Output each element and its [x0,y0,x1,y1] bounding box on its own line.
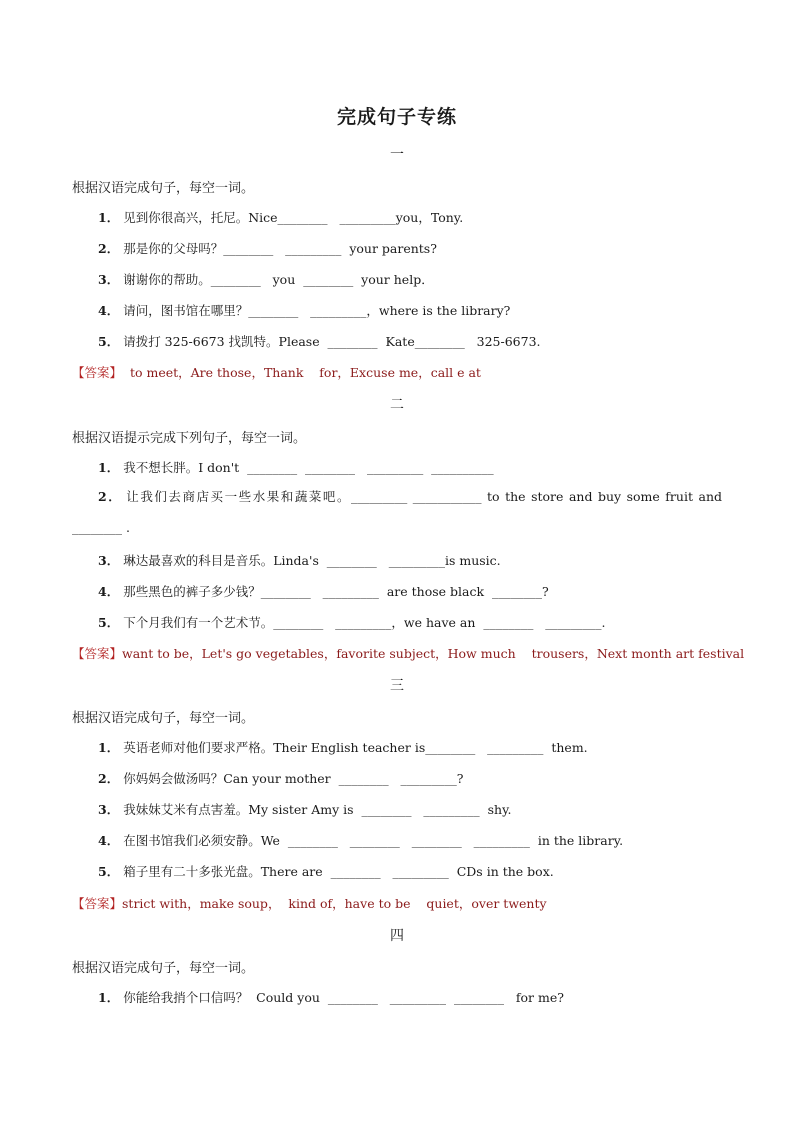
question-text: 请问，图书馆在哪里？________ _________，where is the library? [123,303,511,318]
question-text: 箱子里有二十多张光盘。There are ________ _________ CDs in the box. [123,864,554,879]
question-number: 4． [98,833,120,848]
question-number: 2． [98,489,123,504]
question-2-1 [98,458,494,476]
question-text: 我妹妹艾米有点害羞。My sister Amy is ________ _________ shy. [123,802,512,817]
question-text: 你妈妈会做汤吗？Can your mother ________ _________? [123,771,464,786]
question-number: 1． [98,990,120,1005]
question-3-2 [98,769,463,787]
question-text: 英语老师对他们要求严格。Their English teacher is________ _________ them. [123,740,588,755]
answer-text: strict with，make soup， kind of，have to be quiet，over twenty [122,896,547,911]
section-heading-3: 三 [390,678,404,694]
question-number: 2． [98,771,120,786]
question-text: 琳达最喜欢的科目是音乐。Linda's ________ _________is music. [123,553,501,568]
question-number: 5． [98,334,120,349]
question-number: 3． [98,553,120,568]
page-title: 完成句子专练 [336,106,457,128]
answer-line-1 [72,363,481,381]
question-number: 1． [98,740,120,755]
question-1-5 [98,332,541,350]
answer-tag: 【答案】 [72,365,123,380]
question-2-3 [98,551,501,569]
question-3-4 [98,831,623,849]
section-heading-2: 二 [390,397,404,413]
question-4-1 [98,988,564,1006]
question-3-5 [98,862,554,880]
question-number: 3． [98,272,120,287]
section-instruction-3: 根据汉语完成句子，每空一词。 [72,711,255,726]
section-heading-4: 四 [390,928,404,944]
question-1-1 [98,208,463,226]
answer-text: want to be，Let's go vegetables，favorite subject，How much trousers，Next month art festival [122,646,745,661]
question-number: 3． [98,802,120,817]
question-text: 见到你很高兴，托尼。Nice________ _________you，Tony. [123,210,464,225]
question-3-1 [98,738,588,756]
question-number: 4． [98,584,120,599]
question-text: 那些黑色的裤子多少钱？________ _________ are those black ________? [123,584,549,599]
question-text: 我不想长胖。I don't ________ ________ _________ __________ [123,460,494,475]
section-heading-1: 一 [390,147,404,163]
section-instruction-4: 根据汉语完成句子，每空一词。 [72,961,255,976]
question-text: 请拨打 325-6673 找凯特。Please ________ Kate________ 325-6673. [123,334,541,349]
question-1-3 [98,270,434,288]
answer-line-2 [72,644,744,662]
question-2-4 [98,582,549,600]
answer-line-3 [72,894,547,912]
question-1-4 [98,301,510,319]
question-number: 5． [98,864,120,879]
question-text: 你能给我捎个口信吗？ Could you ________ _________ ________ for me? [123,990,564,1005]
question-text: 下个月我们有一个艺术节。________ _________，we have an ________ _________. [123,615,606,630]
answer-tag: 【答案】 [72,646,123,661]
question-number: 1． [98,460,120,475]
question-2-5 [98,613,605,631]
question-text: 在图书馆我们必须安静。We ________ ________ ________ _________ in the library. [123,833,624,848]
question-text: 让我们去商店买一些水果和蔬菜吧。_________ ___________ to the store and buy some fruit and ________ . [72,489,723,535]
question-2-2 [72,481,722,543]
question-text: 那是你的父母吗？________ _________ your parents? [123,241,437,256]
section-instruction-2: 根据汉语提示完成下列句子，每空一词。 [72,431,307,446]
question-text: 谢谢你的帮助。________ you ________ your help． [123,272,434,287]
answer-tag: 【答案】 [72,896,123,911]
section-instruction-1: 根据汉语完成句子，每空一词。 [72,181,255,196]
question-number: 5． [98,615,120,630]
question-number: 2． [98,241,120,256]
question-number: 1． [98,210,120,225]
question-number: 4． [98,303,120,318]
question-3-3 [98,800,511,818]
question-1-2 [98,239,437,257]
answer-text: to meet，Are those，Thank for，Excuse me，call e at [122,365,481,380]
